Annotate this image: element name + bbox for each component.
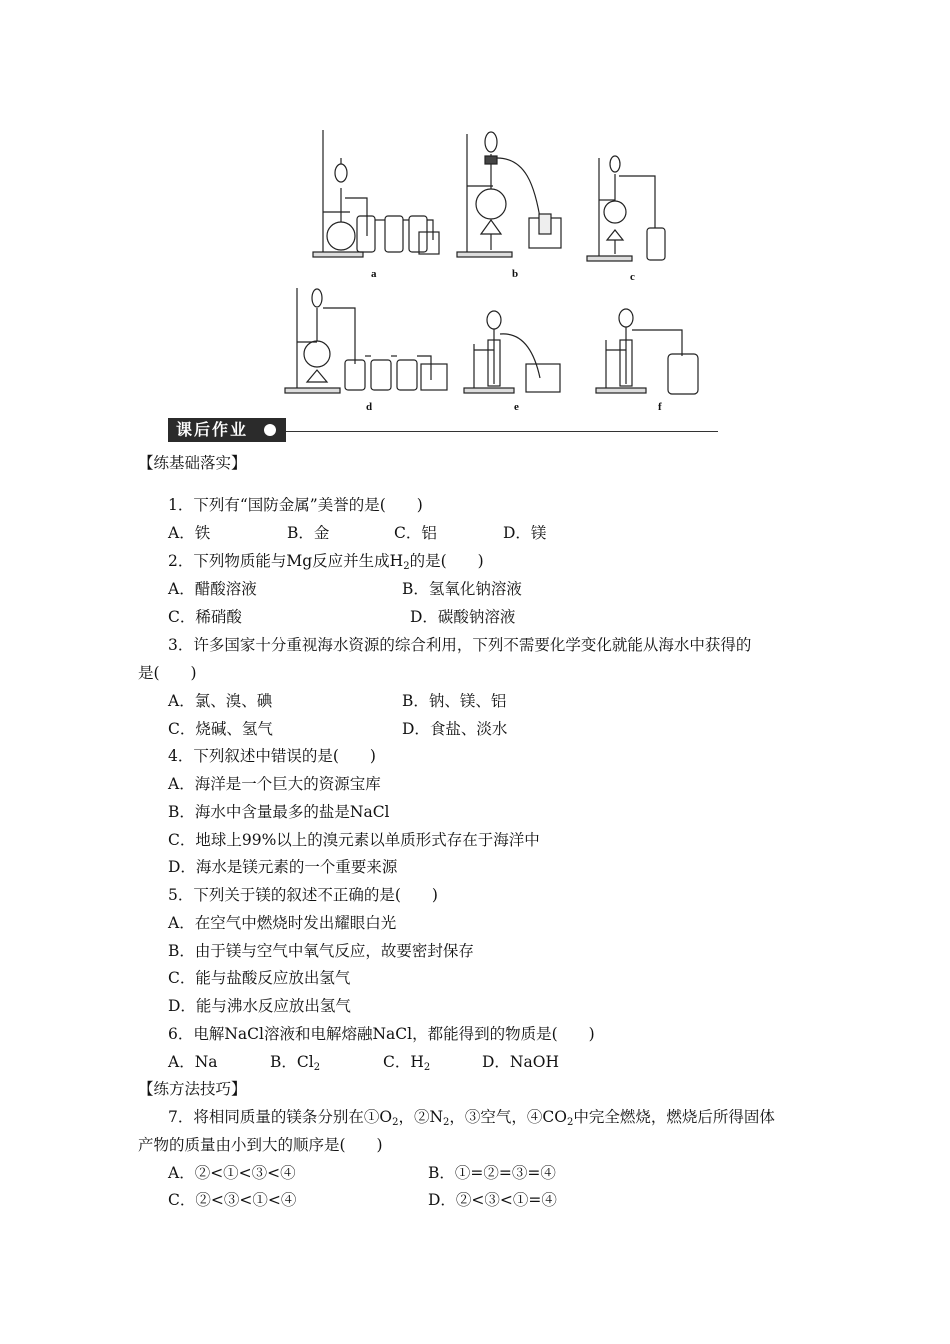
question-7-stem: 7．将相同质量的镁条分别在$①O_2$，$②N_2$，③空气，$④CO_2$中完全燃烧，燃烧后所得固体 <box>168 1108 775 1128</box>
question-3-option-d: D．食盐、淡水 <box>402 720 508 738</box>
question-2-stem: 2．下列物质能与Mg反应并生成$H_2$的是( ) <box>168 552 484 572</box>
question-3-option-b: B．钠、镁、铝 <box>402 692 507 710</box>
question-5-option-c: C．能与盐酸反应放出氢气 <box>168 969 351 987</box>
question-4-option-c: C．地球上99%以上的溴元素以单质形式存在于海洋中 <box>168 831 540 849</box>
question-5-stem: 5．下列关于镁的叙述不正确的是( ) <box>168 886 438 904</box>
question-1-option-d: D．镁 <box>503 524 547 542</box>
apparatus-a <box>305 128 445 260</box>
question-6-option-d: D．NaOH <box>482 1053 559 1071</box>
question-1-stem: 1．下列有“国防金属”美誉的是( ) <box>168 496 423 514</box>
figure-label-c: c <box>630 271 635 283</box>
question-4-option-d: D．海水是镁元素的一个重要来源 <box>168 858 398 876</box>
question-6-option-c: C．$H_2$ <box>383 1053 431 1073</box>
question-5-option-b: B．由于镁与空气中氧气反应，故要密封保存 <box>168 942 474 960</box>
banner-divider <box>286 431 718 432</box>
question-5-option-a: A．在空气中燃烧时发出耀眼白光 <box>168 914 397 932</box>
question-2-option-d: D．碳酸钠溶液 <box>410 608 516 626</box>
apparatus-c <box>585 152 675 267</box>
figure-label-d: d <box>366 401 373 413</box>
question-6-stem: 6．电解NaCl溶液和电解熔融NaCl，都能得到的物质是( ) <box>168 1025 595 1043</box>
apparatus-e <box>462 300 572 398</box>
question-6-option-a: A．Na <box>168 1053 218 1071</box>
question-7-option-b: B．①=②=③=④ <box>428 1164 556 1182</box>
question-5-option-d: D．能与沸水反应放出氢气 <box>168 997 351 1015</box>
question-6-option-b: B．$Cl_2$ <box>270 1053 321 1073</box>
figure-label-f: f <box>658 401 662 413</box>
question-2-option-c: C．稀硝酸 <box>168 608 242 626</box>
question-3-stem-continued: 是( ) <box>138 664 197 682</box>
apparatus-f <box>594 300 704 398</box>
question-7-stem-continued: 产物的质量由小到大的顺序是( ) <box>138 1136 383 1154</box>
question-7-option-a: A．②<①<③<④ <box>168 1164 296 1182</box>
question-4-stem: 4．下列叙述中错误的是( ) <box>168 747 376 765</box>
question-2-option-b: B．氢氧化钠溶液 <box>402 580 522 598</box>
apparatus-d <box>283 286 453 398</box>
question-3-option-c: C．烧碱、氢气 <box>168 720 273 738</box>
question-4-option-a: A．海洋是一个巨大的资源宝库 <box>168 775 381 793</box>
apparatus-b <box>455 124 565 264</box>
question-2-option-a: A．醋酸溶液 <box>168 580 257 598</box>
subsection-heading-basic: 【练基础落实】 <box>138 454 247 472</box>
figure-label-e: e <box>514 401 519 413</box>
question-1-option-c: C．铝 <box>394 524 437 542</box>
question-7-option-d: D．②<③<①=④ <box>428 1191 557 1209</box>
question-3-stem: 3．许多国家十分重视海水资源的综合利用，下列不需要化学变化就能从海水中获得的 <box>168 636 752 654</box>
question-7-option-c: C．②<③<①<④ <box>168 1191 297 1209</box>
question-4-option-b: B．海水中含量最多的盐是NaCl <box>168 803 390 821</box>
banner-dot-icon <box>264 424 276 436</box>
section-banner-title: 课后作业 <box>168 418 286 442</box>
subsection-heading-methods: 【练方法技巧】 <box>138 1080 247 1098</box>
question-1-option-a: A．铁 <box>168 524 211 542</box>
question-1-option-b: B．金 <box>287 524 330 542</box>
figure-label-b: b <box>512 268 519 280</box>
question-3-option-a: A．氯、溴、碘 <box>168 692 273 710</box>
figure-label-a: a <box>371 268 377 280</box>
